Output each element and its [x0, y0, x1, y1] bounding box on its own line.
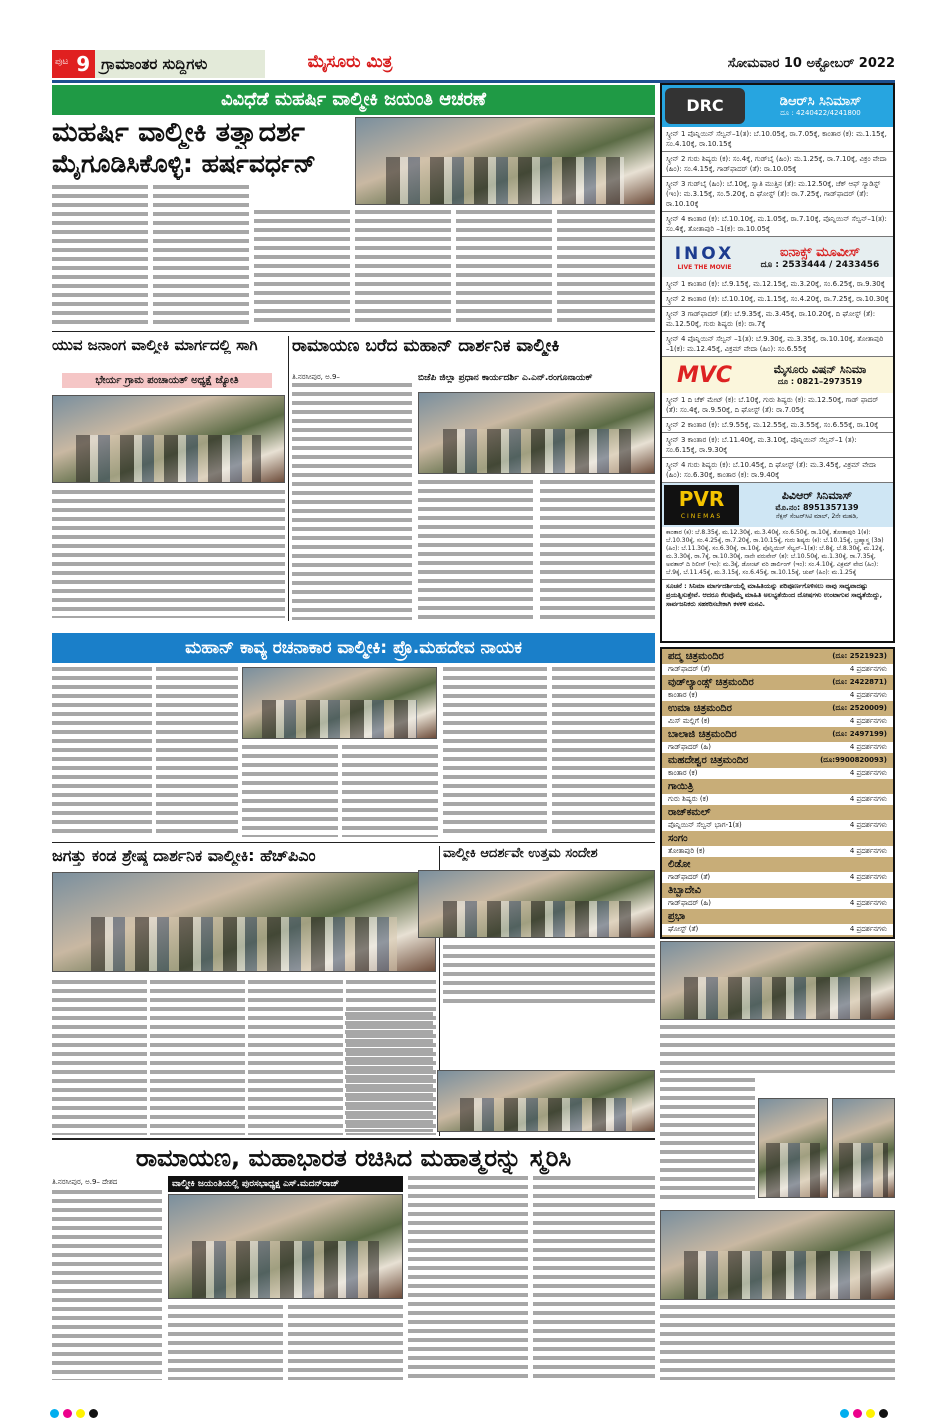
screen-row: ಸ್ಕ್ರೀನ್ 3 ಗುಡ್‌ಬೈ (ಹಿಂ): ಬೆ.10ಕ್ಕೆ, ಸ್ವಾತಿ ಮುತ್ತಿನ (ತೆ): ಮ.12.50ಕ್ಕೆ, ಚೆಕ್ ಆಫ್ ಸ್ಯಾಡಿಸ್ಟ್ (ಇಂ): ಮ.3.15ಕ್ಕೆ, ಸಂ.5.20ಕ್ಕೆ, ದಿ ಘೋಸ್ಟ್ (ತೆ): ರಾ.7.25ಕ್ಕೆ, ಗಾಡ್‌ಫಾದರ್ (ತೆ): ರಾ.10.10ಕ್ಕೆ: [662, 177, 893, 212]
theatre-show-row: [662, 872, 893, 883]
theatre-shows: 4 ಪ್ರದರ್ಶನಗಳು: [849, 925, 887, 933]
story1-headline-1: ಮಹರ್ಷಿ ವಾಲ್ಮೀಕಿ ತತ್ವಾದರ್ಶ: [52, 117, 305, 148]
story6-body-col5: [533, 1176, 655, 1380]
theatre-movie: ಗಾಡ್‌ಫಾದರ್ (ತೆ): [668, 665, 711, 673]
screen-row: ಸ್ಕ್ರೀನ್ 4 ಗುರು ಶಿಷ್ಯರು (ಕ): ಬೆ.10.45ಕ್ಕೆ, ದಿ ಘೋಸ್ಟ್ (ತೆ): ಮ.3.45ಕ್ಕೆ, ವಿಕ್ರಮ್ ವೇದಾ (ಹಿಂ): ಸಂ.6.30ಕ್ಕೆ, ಕಾಂತಾರ (ಕ): ರಾ.9.40ಕ್ಕೆ: [662, 458, 893, 483]
drc-phone: ದೂ : 4240422/4241800: [780, 109, 861, 117]
story6-body-col4: [408, 1176, 528, 1380]
theatre-movie: ಗಾಡ್‌ಫಾದರ್ (ತೆ): [668, 873, 711, 881]
story4-body-col1: [52, 980, 147, 1135]
inox-logo: INOX: [674, 243, 735, 264]
story6-headline: ರಾಮಾಯಣ, ಮಹಾಭಾರತ ರಚಿಸಿದ ಮಹಾತ್ಮರನ್ನು ಸ್ಮರಿಸಿ: [135, 1144, 572, 1172]
theatre-shows: 4 ಪ್ರದರ್ಶನಗಳು: [849, 847, 887, 855]
screen-row: ಸ್ಕ್ರೀನ್ 2 ಕಾಂತಾರ (ಕ): ಬೆ.9.55ಕ್ಕೆ, ಮ.12.55ಕ್ಕೆ, ಮ.3.55ಕ್ಕೆ, ಸಂ.6.55ಕ್ಕೆ, ರಾ.10ಕ್ಕೆ: [662, 418, 893, 433]
pvr-logo-sub: CINEMAS: [680, 513, 723, 520]
story4-photo: [52, 872, 436, 972]
screen-row: ಸ್ಕ್ರೀನ್ 1 ಪೊನ್ನಿಯಿನ್ ಸೆಲ್ವನ್–1(ತ): ಬೆ.10.05ಕ್ಕೆ, ರಾ.7.05ಕ್ಕೆ, ಕಾಂತಾರ (ಕ): ಮ.1.15ಕ್ಕೆ, ಸಂ.4.10ಕ್ಕೆ, ರಾ.10.15ಕ್ಕೆ: [662, 127, 893, 152]
mid-photo: [242, 667, 437, 739]
theatre-name-row: [662, 675, 893, 690]
story-mid-body-col2: [156, 667, 238, 837]
story1-body-col4: [355, 210, 451, 325]
theatre-show-row: [662, 846, 893, 857]
theatre-movie: ಗಾಡ್‌ಫಾದರ್ (ಹಿ): [668, 899, 711, 907]
story3-dateline: ತಿ.ನರಸೀಪುರ, ಅ.9–: [292, 373, 340, 381]
cinema-guide: [660, 83, 895, 643]
theatre-movie: ತೋತಾಪುರಿ (ಕ): [668, 847, 705, 855]
registration-marks-right: [840, 1403, 892, 1422]
right-photo-3: [832, 1098, 895, 1198]
story4-headline: ಜಗತ್ತು ಕಂಡ ಶ್ರೇಷ್ಠ ದಾರ್ಶನಿಕ ವಾಲ್ಮೀಕಿ: ಹೆಚ್‌ಪಿಎಂ: [52, 846, 316, 865]
theatre-name-row: [662, 753, 893, 768]
story6-body-col3: [288, 1305, 403, 1380]
drc-header: [662, 85, 893, 127]
theatre-name: ಪದ್ಮ ಚಿತ್ರಮಂದಿರ: [668, 651, 724, 662]
theatre-movie: ಮಿಸ್ ಮಲ್ಲಿಗೆ (ಕ): [668, 717, 710, 725]
page-number: 9: [71, 50, 95, 78]
theatre-movie: ಗಾಡ್‌ಫಾದರ್ (ಹಿ): [668, 743, 711, 751]
story3-subhead: ಬಿಜೆಪಿ ಜಿಲ್ಲಾ ಪ್ರಧಾನ ಕಾರ್ಯದರ್ಶಿ ಎ.ಎನ್.ರಂಗೂನಾಯಕ್: [418, 373, 593, 383]
right-photo-1: [660, 941, 895, 1020]
pvr-address: ನೆಕ್ಸಸ್ ಸೆಂಟರ್‌ಸಿಟಿ ಮಾಲ್, 2ನೇ ಮಹಡಿ,: [775, 513, 859, 520]
theatre-phone: (ದೂ: 2521923): [832, 652, 887, 660]
inox-tagline: LIVE THE MOVIE: [677, 263, 732, 271]
pvr-header: [662, 483, 893, 527]
theatre-show-row: [662, 690, 893, 701]
story-mid-body-col1: [52, 667, 152, 837]
pvr-logo: PVR: [678, 487, 725, 511]
theatre-shows: 4 ಪ್ರದರ್ಶನಗಳು: [849, 743, 887, 751]
story1-body-col3: [254, 210, 350, 325]
story5-body: [443, 945, 655, 1007]
story6-body-col2: [168, 1305, 283, 1380]
story2-subhead: ಭೇರ್ಯ ಗ್ರಾಮ ಪಂಚಾಯತ್ ಅಧ್ಯಕ್ಷೆ ಜ್ಯೋತಿ: [62, 373, 272, 388]
mid-banner: ಮಹಾನ್ ಕಾವ್ಯ ರಚನಾಕಾರ ವಾಲ್ಮೀಕಿ: ಪ್ರೊ.ಮಹದೇವ ನಾಯಕ: [52, 633, 655, 663]
right-caption-4: [660, 1305, 895, 1380]
theatre-movie: ಕಾಂತಾರ (ಕ): [668, 769, 698, 777]
theatre-name-row: [662, 701, 893, 716]
theatre-shows: 4 ಪ್ರದರ್ಶನಗಳು: [849, 717, 887, 725]
inox-phone: ದೂ : 2533444 / 2433456: [760, 259, 880, 270]
theatre-movie: ಗುರು ಶಿಷ್ಯರು (ಕ): [668, 795, 709, 803]
theatre-show-row: [662, 794, 893, 805]
mvc-logo: MVC: [676, 362, 733, 388]
theatre-phone: (ದೂ:9900820093): [820, 756, 887, 764]
story3-body-col2: [418, 480, 533, 620]
theatre-show-row: [662, 742, 893, 753]
theatre-name-row: [662, 909, 893, 924]
screen-row: ಸ್ಕ್ರೀನ್ 3 ಗಾಡ್‌ಫಾದರ್ (ತೆ): ಬೆ.9.35ಕ್ಕೆ, ಮ.3.45ಕ್ಕೆ, ರಾ.10.20ಕ್ಕೆ, ದಿ ಘೋಸ್ಟ್ (ತೆ): ಮ.12.50ಕ್ಕೆ, ಗುರು ಶಿಷ್ಯರು (ಕ): ರಾ.7ಕ್ಕೆ: [662, 307, 893, 332]
story3-headline: ರಾಮಾಯಣ ಬರೆದ ಮಹಾನ್ ದಾರ್ಶನಿಕ ವಾಲ್ಮೀಕಿ: [292, 336, 560, 356]
pvr-shows: ಕಾಂತಾರ (ಕ): ಬೆ.8.35ಕ್ಕೆ, ಮ.12.30ಕ್ಕೆ, ಮ.3.40ಕ್ಕೆ, ಸಂ.6.50ಕ್ಕೆ, ರಾ.10ಕ್ಕೆ, ತೋತಾಪುರಿ 1(ಕ): ಬೆ.10.30ಕ್ಕೆ, ಸಂ.4.25ಕ್ಕೆ, ರಾ.7.20ಕ್ಕೆ, ರಾ.10.15ಕ್ಕೆ, ಗುರು ಶಿಷ್ಯರು (ಕ): ಬೆ.10.15ಕ್ಕೆ, ಬ್ರಹ್ಮಾಸ್ತ್ರ (3ಡಿ)(ಹಿಂ): ಬೆ.11.30ಕ್ಕೆ, ಸಂ.6.30ಕ್ಕೆ, ರಾ.10ಕ್ಕೆ, ಪೊನ್ನಿಯಿನ್ ಸೆಲ್ವನ್–1(ತ): ಬೆ.8ಕ್ಕೆ, ಬೆ.8.30ಕ್ಕೆ, ಮ.12ಕ್ಕೆ, ಮ.3.30ಕ್ಕೆ, ರಾ.7ಕ್ಕೆ, ರಾ.10.30ಕ್ಕೆ, ನಾನೇ ವರುವೇನ್ (ತ): ಬೆ.10.50ಕ್ಕೆ, ಮ.1.30ಕ್ಕೆ, ರಾ.7.35ಕ್ಕೆ, ಅವತಾರ್ ದಿ ರಿಲೀಸ್ (ಇಂ): ಮ.3ಕ್ಕೆ, ಡೋಂಟ್ ವರಿ ಡಾರ್ಲಿಂಗ್ (ಇಂ): ಸಂ.4.10ಕ್ಕೆ, ವಿಕ್ರಮ್ ವೇದ (ಹಿಂ): ಬೆ.9ಕ್ಕೆ, ಬೆ.11.45ಕ್ಕೆ, ಮ.3.15ಕ್ಕೆ, ಸಂ.6.45ಕ್ಕೆ, ರಾ.10.15ಕ್ಕೆ, ಚುಪ್ (ಹಿಂ): ಮ.1.25ಕ್ಕೆ: [662, 527, 893, 580]
theatre-name-row: [662, 883, 893, 898]
story-mid-body-col6: [552, 667, 655, 837]
story-mid-body-col3: [242, 745, 338, 837]
theatre-shows: 4 ಪ್ರದರ್ಶನಗಳು: [849, 873, 887, 881]
divider: [52, 331, 655, 332]
story3-body-col1: [292, 383, 412, 620]
theatre-show-row: [662, 664, 893, 675]
screen-row: ಸ್ಕ್ರೀನ್ 2 ಕಾಂತಾರ (ಕ): ಬೆ.10.10ಕ್ಕೆ, ಮ.1.15ಕ್ಕೆ, ಸಂ.4.20ಕ್ಕೆ, ರಾ.7.25ಕ್ಕೆ, ರಾ.10.30ಕ್ಕೆ: [662, 292, 893, 307]
screen-row: ಸ್ಕ್ರೀನ್ 4 ಕಾಂತಾರ (ಕ): ಬೆ.10.10ಕ್ಕೆ, ಮ.1.05ಕ್ಕೆ, ರಾ.7.10ಕ್ಕೆ, ಪೊನ್ನಿಯಿನ್ ಸೆಲ್ವನ್–1(ತ): ಸಂ.4ಕ್ಕೆ, ತೋತಾಪುರಿ –1(ಕ): ರಾ.10.05ಕ್ಕೆ: [662, 212, 893, 237]
theatre-show-row: [662, 924, 893, 935]
story1-body-col5: [456, 210, 552, 325]
theatre-name: ಪ್ರಭಾ: [668, 911, 686, 922]
theatre-name: ತಿಬ್ಬಾದೇವಿ: [668, 885, 701, 896]
screen-row: ಸ್ಕ್ರೀನ್ 1 ದಿ ಚೆಕ್ ಮೇಟ್ (ಕ): ಬೆ.10ಕ್ಕೆ, ಗುರು ಶಿಷ್ಯರು (ಕ): ಮ.12.50ಕ್ಕೆ, ಗಾಡ್ ಫಾದರ್ (ತೆ): ಸಂ.4ಕ್ಕೆ, ರಾ.9.50ಕ್ಕೆ, ದಿ ಘೋಸ್ಟ್ (ತೆ): ರಾ.7.05ಕ್ಕೆ: [662, 393, 893, 418]
top-banner: ವಿವಿಧೆಡೆ ಮಹರ್ಷಿ ವಾಲ್ಮೀಕಿ ಜಯಂತಿ ಆಚರಣೆ: [52, 85, 655, 115]
story1-headline-2: ಮೈಗೂಡಿಸಿಕೊಳ್ಳಿ: ಹರ್ಷವರ್ಧನ್: [52, 149, 317, 178]
theatre-show-row: [662, 898, 893, 909]
theatre-show-row: [662, 716, 893, 727]
story5-photo: [418, 870, 655, 938]
theatre-phone: (ದೂ: 2422871): [832, 678, 887, 686]
theatre-list: [660, 647, 895, 939]
story5-body-2: [345, 1012, 433, 1132]
story3-body-col3: [540, 480, 655, 620]
theatre-show-row: [662, 768, 893, 779]
divider: [52, 842, 655, 843]
right-photo-2: [758, 1098, 828, 1198]
screen-row: ಸ್ಕ್ರೀನ್ 4 ಪೊನ್ನಿಯಿನ್ ಸೆಲ್ವನ್ –1(ತ): ಬೆ.9.30ಕ್ಕೆ, ಮ.3.35ಕ್ಕೆ, ರಾ.10.10ಕ್ಕೆ, ತೋತಾಪುರಿ –1(ಕ): ಮ.12.45ಕ್ಕೆ, ವಿಕ್ರಮ್ ವೇದಾ (ಹಿಂ): ಸಂ.6.55ಕ್ಕೆ: [662, 332, 893, 357]
story5-headline: ವಾಲ್ಮೀಕಿ ಆದರ್ಶವೇ ಉತ್ತಮ ಸಂದೇಶ: [443, 846, 598, 861]
theatre-name: ಬಾಲಾಜಿ ಚಿತ್ರಮಂದಿರ: [668, 729, 737, 740]
story4-body-col2: [150, 980, 245, 1135]
theatre-phone: (ದೂ: 2520009): [832, 704, 887, 712]
inox-name: ಐನಾಕ್ಸ್ ಮೂವೀಸ್: [780, 244, 860, 260]
theatre-shows: 4 ಪ್ರದರ್ಶನಗಳು: [849, 899, 887, 907]
theatre-name: ಉಮಾ ಚಿತ್ರಮಂದಿರ: [668, 703, 732, 714]
masthead: ಮೈಸೂರು ಮಿತ್ರ: [307, 52, 393, 72]
mvc-name: ಮೈಸೂರು ವಿಷನ್ ಸಿನಿಮಾ: [773, 363, 867, 376]
screen-row: ಸ್ಕ್ರೀನ್ 2 ಗುರು ಶಿಷ್ಯರು (ಕ): ಸಂ.4ಕ್ಕೆ, ಗುಡ್‌ಬೈ (ಹಿಂ): ಮ.1.25ಕ್ಕೆ, ರಾ.7.10ಕ್ಕೆ, ವಿಕ್ರಂ ವೇದಾ (ಹಿಂ): ಸಂ.4.15ಕ್ಕೆ, ಗಾಡ್‌ಫಾದರ್ (ತೆ): ರಾ.10.05ಕ್ಕೆ: [662, 152, 893, 177]
story4-body-col3: [248, 980, 343, 1135]
right-photo-4: [660, 1210, 895, 1300]
story6-dateline: ತಿ.ನರಸೀಪುರ, ಅ.9– ದೇಶದ: [52, 1178, 118, 1186]
mvc-phone: ದೂ : 0821–2973519: [777, 377, 863, 386]
theatre-shows: 4 ಪ್ರದರ್ಶನಗಳು: [849, 769, 887, 777]
cinema-notice: ಸೂಚನೆ : ಸಿನಿಮಾ ಮಾರ್ಗದರ್ಶಿಯಲ್ಲಿ ಮಾಹಿತಿಯನ್ನು ಪರಿಪೂರ್ಣಗೊಳಿಸಲು ನಾವು ಸಾಧ್ಯವಾದಷ್ಟು ಪ್ರಯತ್ನಿಸುತ್ತೇವೆ. ಆದರೂ ಕೆಲವೊಮ್ಮೆ ಮಾಹಿತಿ ಅಲಭ್ಯತೆಯಿಂದ ದೋಷಗಳು ಉಂಟಾಗುವ ಸಾಧ್ಯತೆಯಿದ್ದು, ಸಾರ್ವಜನಿಕರು ಸಹಕರಿಸಬೇಕಾಗಿ ಕಳಕಳಿ ಮನವಿ.: [666, 582, 883, 608]
theatre-shows: 4 ಪ್ರದರ್ಶನಗಳು: [849, 821, 887, 829]
story1-body-col2: [153, 185, 249, 325]
story2-headline: ಯುವ ಜನಾಂಗ ವಾಲ್ಮೀಕಿ ಮಾರ್ಗದಲ್ಲಿ ಸಾಗಿ: [52, 336, 258, 354]
theatre-name: ಲಿಡೋ: [668, 859, 691, 870]
pvr-name: ಪಿವಿಆರ್ ಸಿನಿಮಾಸ್: [781, 489, 853, 502]
story6-photo: [168, 1194, 403, 1299]
theatre-phone: (ದೂ: 2497199): [832, 730, 887, 738]
story6-subhead: ವಾಲ್ಮೀಕಿ ಜಯಂತಿಯಲ್ಲಿ ಪುರಸಭಾಧ್ಯಕ್ಷ ಎಸ್.ಮದನ್‌ರಾಜ್: [168, 1176, 403, 1192]
theatre-shows: 4 ಪ್ರದರ್ಶನಗಳು: [849, 665, 887, 673]
theatre-show-row: [662, 820, 893, 831]
theatre-name-row: [662, 831, 893, 846]
story1-photo: [355, 117, 655, 205]
story1-body-col6: [557, 210, 655, 325]
page-label: ಪುಟ: [52, 50, 71, 78]
theatre-shows: 4 ಪ್ರದರ್ಶನಗಳು: [849, 795, 887, 803]
registration-marks-left: [50, 1403, 102, 1422]
story2-photo: [52, 395, 285, 483]
theatre-movie: ಘೋಸ್ಟ್ (ತೆ): [668, 925, 699, 933]
story-mid-body-col5: [443, 667, 547, 837]
theatre-name-row: [662, 857, 893, 872]
theatre-name: ರಾಜ್‌ಕಮಲ್: [668, 807, 711, 818]
theatre-name-row: [662, 649, 893, 664]
story3-photo: [418, 392, 655, 474]
divider: [288, 336, 289, 621]
story5-photo-2: [437, 1070, 655, 1132]
theatre-name: ಮಹದೇಶ್ವರ ಚಿತ್ರಮಂದಿರ: [668, 755, 749, 766]
screen-row: ಸ್ಕ್ರೀನ್ 3 ಕಾಂತಾರ (ಕ): ಬೆ.11.40ಕ್ಕೆ, ಮ.3.10ಕ್ಕೆ, ಪೊನ್ನಿಯಿನ್ ಸೆಲ್ವನ್–1 (ತ): ಸಂ.6.15ಕ್ಕೆ, ರಾ.9.30ಕ್ಕೆ: [662, 433, 893, 458]
section-tag: [52, 50, 265, 78]
inox-header: [662, 237, 893, 277]
story6-body-col1: [52, 1190, 162, 1380]
theatre-name: ಗಾಯಿತ್ರಿ: [668, 781, 694, 792]
drc-name: ಡಿಆರ್‌ಸಿ ಸಿನಿಮಾಸ್: [779, 94, 862, 109]
screen-row: ಸ್ಕ್ರೀನ್ 1 ಕಾಂತಾರ (ಕ): ಬೆ.9.15ಕ್ಕೆ, ಮ.12.15ಕ್ಕೆ, ಮ.3.20ಕ್ಕೆ, ಸಂ.6.25ಕ್ಕೆ, ರಾ.9.30ಕ್ಕೆ: [662, 277, 893, 292]
pvr-phone: ಮೊ.ನಂ: 8951357139: [775, 503, 859, 512]
theatre-name-row: [662, 727, 893, 742]
theatre-name: ವುಡ್‌ಲ್ಯಾಂಡ್ಸ್ ಚಿತ್ರಮಂದಿರ: [668, 677, 754, 688]
story1-body-col1: [52, 185, 148, 325]
story2-body: [52, 490, 285, 618]
theatre-movie: ಕಾಂತಾರ (ಕ): [668, 691, 698, 699]
date: ಸೋಮವಾರ 10 ಅಕ್ಟೋಬರ್ 2022: [727, 56, 895, 71]
theatre-movie: ಪೊನ್ನಿಯಿನ್ ಸೆಲ್ವನ್ ಭಾಗ-1(ತ): [668, 821, 742, 829]
section-title: ಗ್ರಾಮಾಂತರ ಸುದ್ದಿಗಳು: [101, 55, 208, 73]
story-mid-body-col4: [342, 745, 438, 837]
right-body-2: [660, 1078, 755, 1203]
theatre-name-row: [662, 779, 893, 794]
mvc-header: [662, 357, 893, 393]
theatre-name-row: [662, 805, 893, 820]
drc-logo: DRC: [665, 88, 745, 124]
theatre-shows: 4 ಪ್ರದರ್ಶನಗಳು: [849, 691, 887, 699]
right-caption-1: [660, 1025, 895, 1073]
theatre-name: ಸಂಗಂ: [668, 833, 688, 844]
